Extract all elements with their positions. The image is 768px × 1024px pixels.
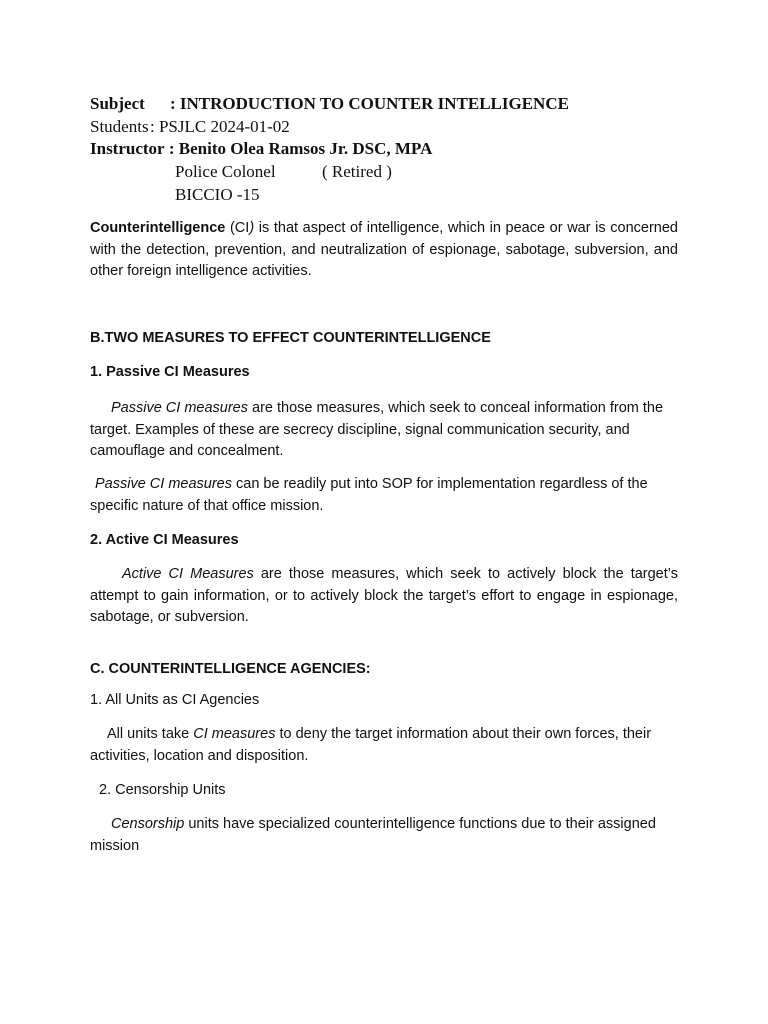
section-c-heading: C. COUNTERINTELLIGENCE AGENCIES: <box>90 661 371 677</box>
all-units-term: CI measures <box>193 726 276 742</box>
instructor-value: : Benito Olea Ramsos Jr. DSC, MPA <box>168 139 433 158</box>
censorship-paragraph <box>90 814 678 857</box>
students-label: Students <box>90 117 149 136</box>
intro-paragraph <box>90 218 678 283</box>
censorship-term: Censorship <box>111 816 185 832</box>
censorship-title: 2. Censorship Units <box>99 782 226 798</box>
intro-text: is that aspect of intelligence, which in peace or war is concerned with the detection, prevention, and neutralization of espionage, sabotage, subversion, and other foreign intelligence activities. <box>90 220 678 279</box>
active-ci-title: 2. Active CI Measures <box>90 532 239 548</box>
intro-abbr-open: (CI <box>225 220 250 236</box>
passive-ci-paragraph-2 <box>90 474 678 517</box>
passive-ci-text-2: can be readily put into SOP for implementation regardless of the specific nature of that office mission. <box>90 476 648 514</box>
passive-ci-text-1: are those measures, which seek to conceal information from the target. Examples of these are secrecy discipline, signal communication security, and camouflage and concealment. <box>90 400 664 459</box>
active-ci-paragraph <box>90 564 678 629</box>
instructor-label: Instructor <box>90 139 165 158</box>
instructor-line <box>90 139 432 159</box>
students-line <box>90 117 290 137</box>
passive-ci-term-2: Passive CI measures <box>95 476 232 492</box>
all-units-text: to deny the target information about their own forces, their activities, location and disposition. <box>90 726 652 764</box>
subject-line <box>90 94 569 114</box>
active-ci-text: are those measures, which seek to actively block the target’s attempt to gain information, or to actively block the target’s effort to engage in espionage, sabotage, or subversion. <box>90 566 678 625</box>
active-ci-term: Active CI Measures <box>122 566 254 582</box>
passive-ci-paragraph-1 <box>90 398 678 463</box>
passive-ci-term: Passive CI measures <box>111 400 248 416</box>
subject-value: : INTRODUCTION TO COUNTER INTELLIGENCE <box>170 94 569 113</box>
rank: Police Colonel <box>175 162 276 181</box>
all-units-pre: All units take <box>107 726 194 742</box>
students-value: : PSJLC 2024-01-02 <box>150 117 290 136</box>
passive-ci-title: 1. Passive CI Measures <box>90 364 250 380</box>
all-units-paragraph <box>90 724 678 767</box>
intro-term: Counterintelligence <box>90 220 226 236</box>
subject-label: Subject <box>90 94 145 113</box>
class-code: BICCIO -15 <box>175 185 260 204</box>
censorship-text: units have specialized counterintelligence functions due to their assigned mission <box>90 816 656 854</box>
all-units-title: 1. All Units as CI Agencies <box>90 692 260 708</box>
intro-abbr-close: ) <box>249 220 255 236</box>
status: ( Retired ) <box>322 162 392 181</box>
rank-line <box>175 162 392 182</box>
section-b-heading: B.TWO MEASURES TO EFFECT COUNTERINTELLIGENCE <box>90 330 491 346</box>
